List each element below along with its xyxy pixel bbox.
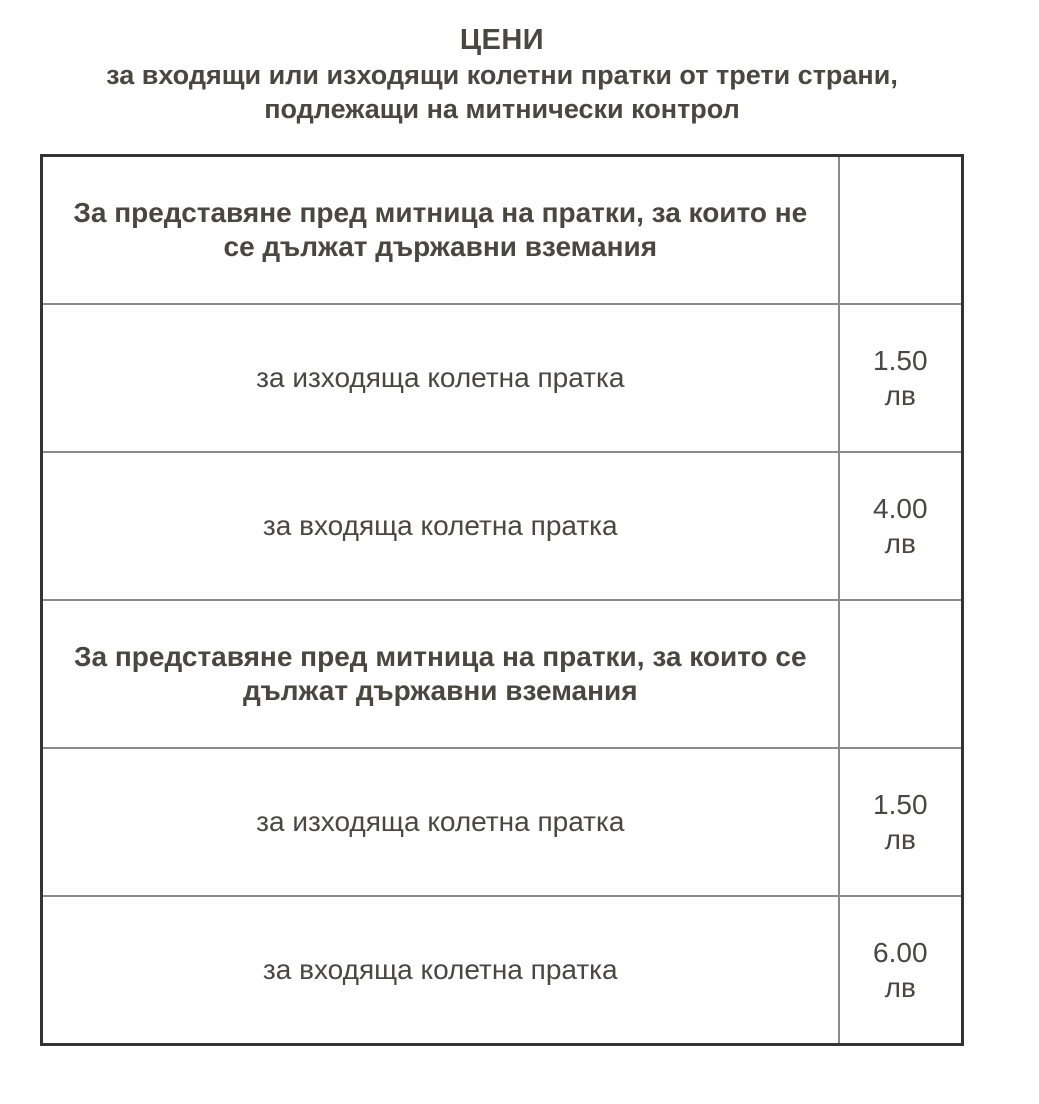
service-label-cell: за входяща колетна пратка bbox=[42, 896, 839, 1045]
page-subtitle: за входящи или изходящи колетни пратки от трети страни, подлежащи на митнически контрол bbox=[106, 60, 898, 124]
price-table bbox=[40, 154, 964, 1046]
page-title: ЦЕНИ bbox=[459, 24, 545, 56]
section-heading-cell: За представяне пред митница на пратки, за които се дължат държавни вземания bbox=[42, 600, 839, 748]
price-cell-empty bbox=[839, 156, 963, 305]
section-heading-cell: За представяне пред митница на пратки, за които не се дължат държавни вземания bbox=[42, 156, 839, 305]
price-cell bbox=[839, 896, 963, 1045]
price-currency: лв bbox=[884, 972, 916, 1003]
table-row-section-with-duties bbox=[42, 600, 963, 748]
table-row bbox=[42, 304, 963, 452]
price-cell bbox=[839, 452, 963, 600]
table-row-section-no-duties bbox=[42, 156, 963, 305]
price-amount: 1.50 bbox=[873, 345, 928, 376]
service-label-cell: за входяща колетна пратка bbox=[42, 452, 839, 600]
price-currency: лв bbox=[884, 824, 916, 855]
price-cell bbox=[839, 304, 963, 452]
table-row bbox=[42, 452, 963, 600]
price-amount: 6.00 bbox=[873, 937, 928, 968]
price-amount: 4.00 bbox=[873, 493, 928, 524]
table-row bbox=[42, 748, 963, 896]
service-label-cell: за изходяща колетна пратка bbox=[42, 748, 839, 896]
price-cell-empty bbox=[839, 600, 963, 748]
price-cell bbox=[839, 748, 963, 896]
price-amount: 1.50 bbox=[873, 789, 928, 820]
table-row bbox=[42, 896, 963, 1045]
service-label-cell: за изходяща колетна пратка bbox=[42, 304, 839, 452]
page-heading bbox=[0, 22, 1004, 126]
price-currency: лв bbox=[884, 380, 916, 411]
price-currency: лв bbox=[884, 528, 916, 559]
